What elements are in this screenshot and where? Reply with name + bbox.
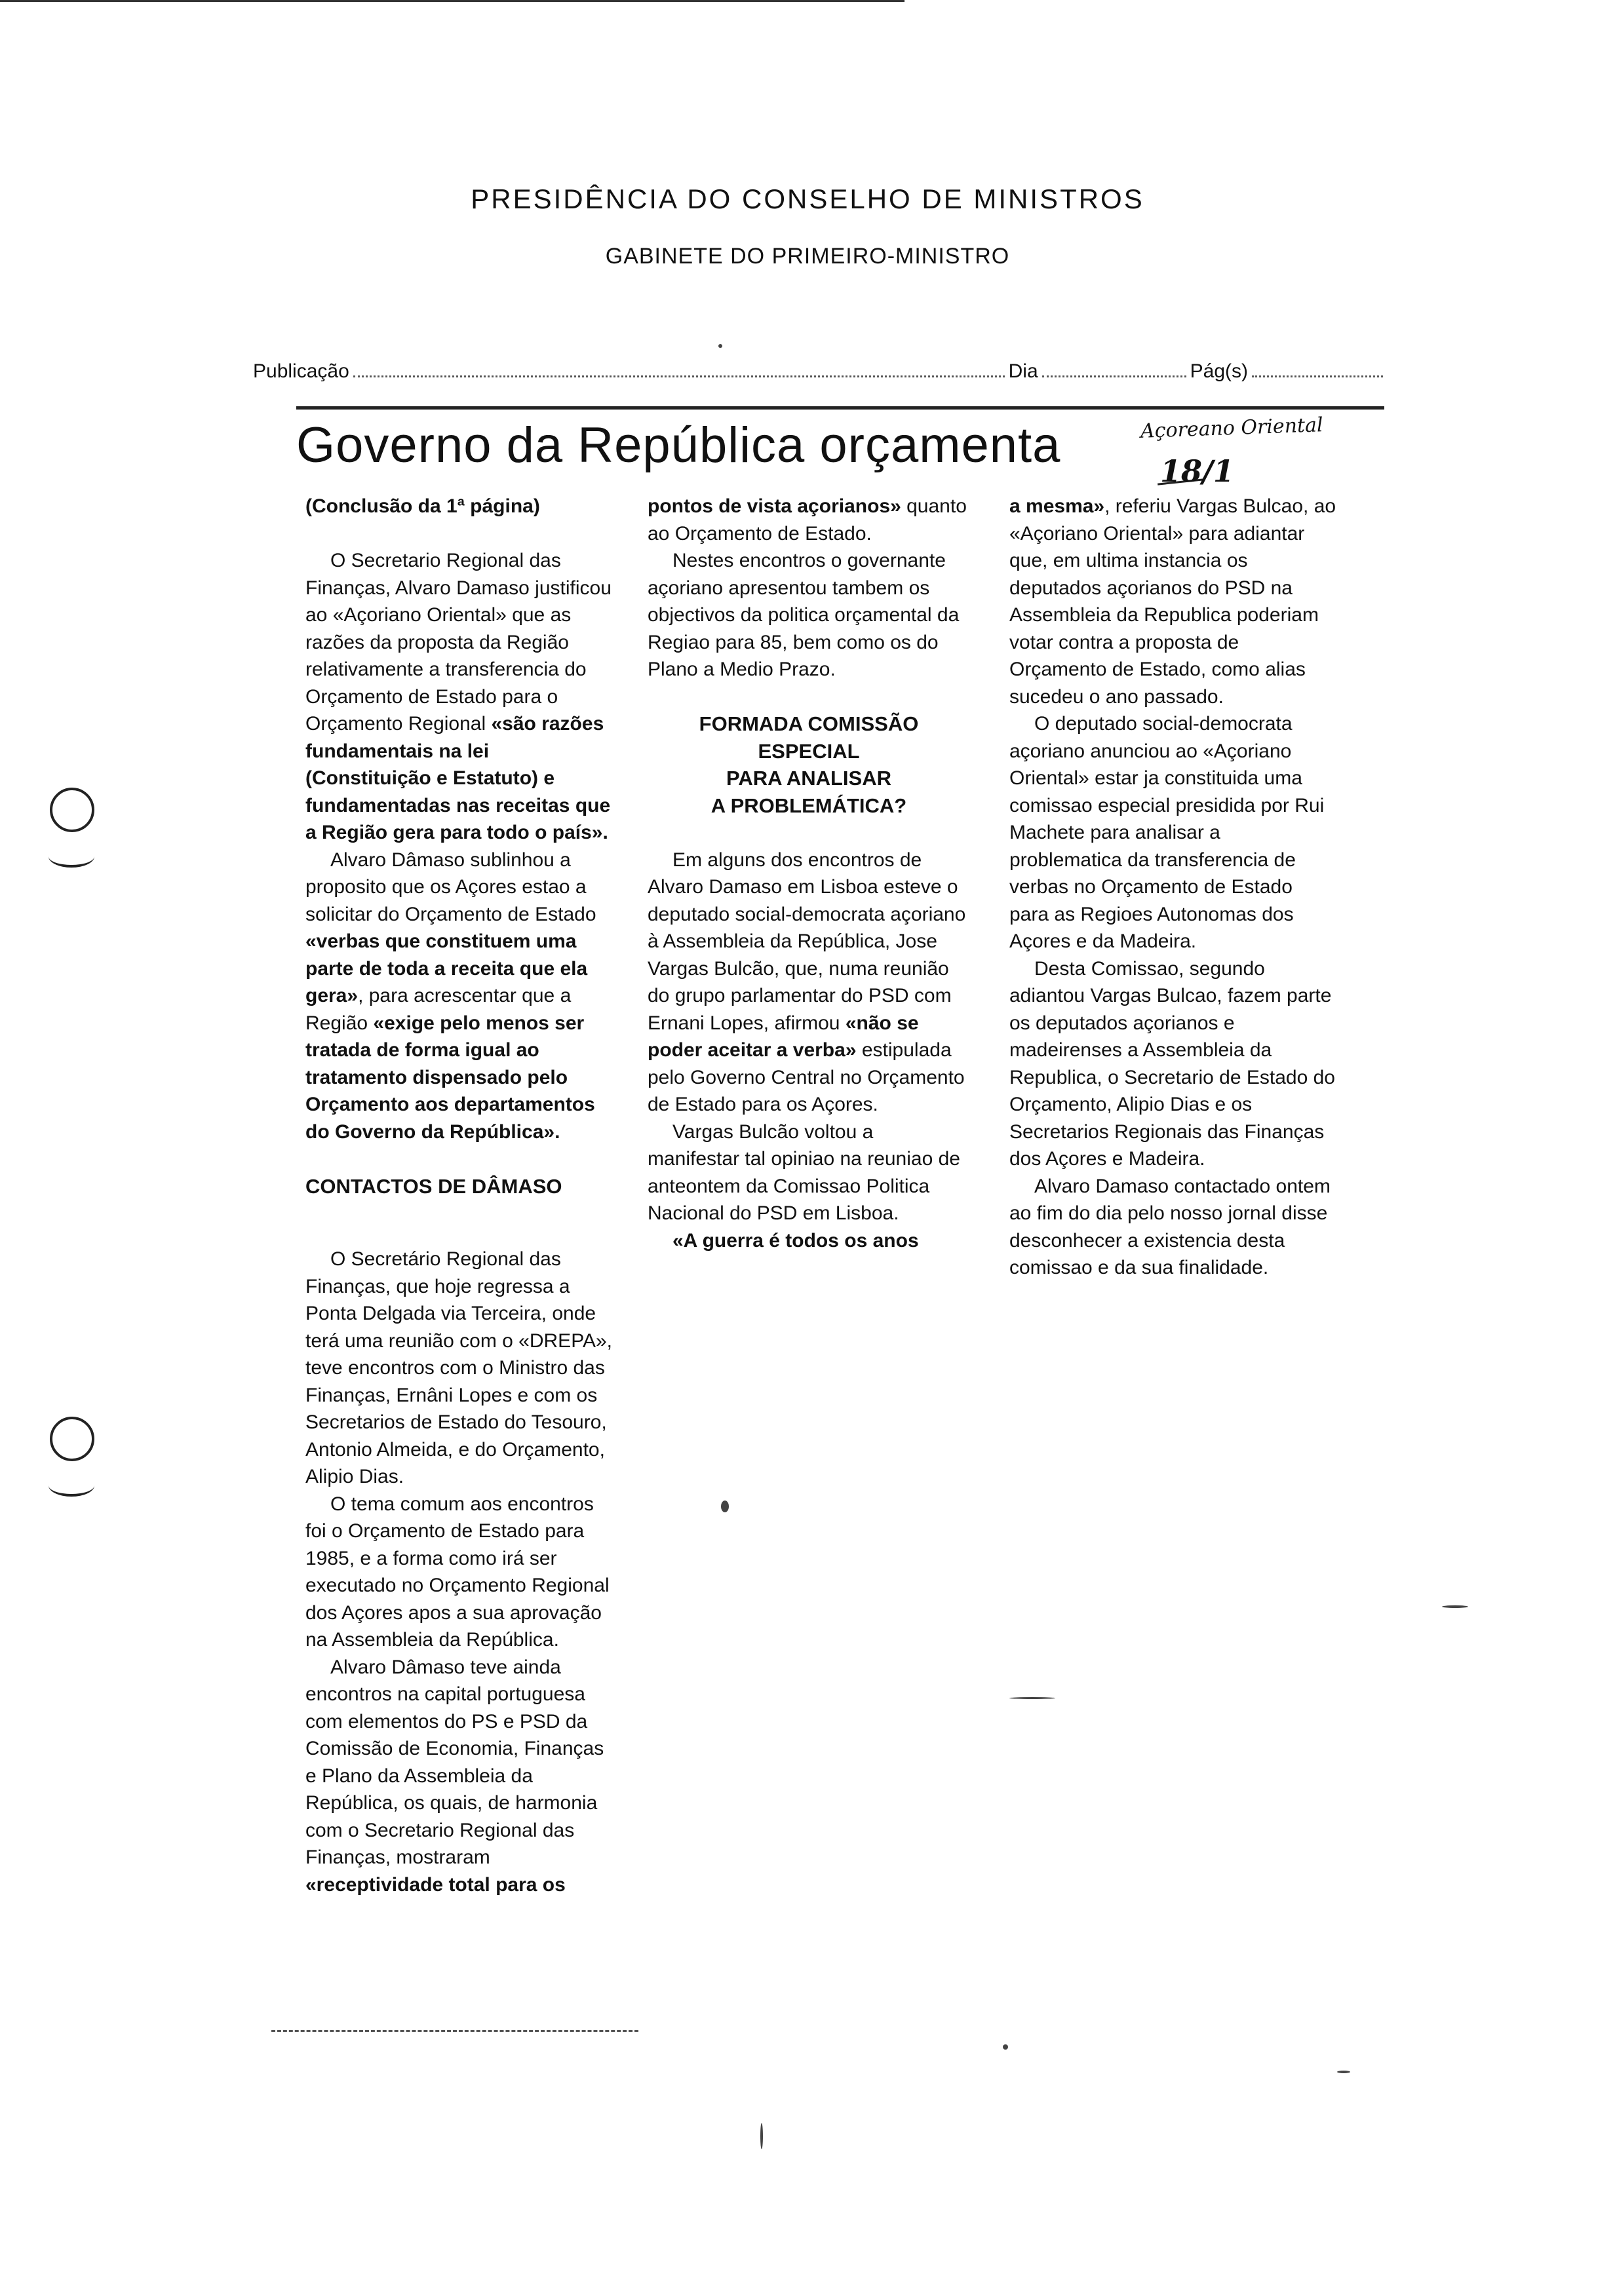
paragraph: Vargas Bulcão voltou a manifestar tal opiniao na reuniao de anteontem da Comissao Politica Nacional do PSD em Lisboa. (648, 1120, 960, 1224)
publicacao-dotted-field (353, 375, 1005, 377)
letterhead-subtitle: GABINETE DO PRIMEIRO-MINISTRO (605, 244, 1010, 269)
scan-speck (1009, 1697, 1055, 1699)
binder-hole-arc (49, 845, 94, 868)
letterhead-title: PRESIDÊNCIA DO CONSELHO DE MINISTROS (471, 183, 1144, 214)
top-edge-rule (0, 0, 905, 2)
scan-speck (1003, 2044, 1008, 2050)
clipping-top-rule (296, 406, 1384, 410)
paragraph (305, 547, 616, 847)
section-subhead-line: PARA ANALISAR (726, 767, 891, 790)
article-column-2 (648, 493, 970, 1254)
spacer (305, 1145, 616, 1173)
spacer (305, 520, 616, 548)
section-subhead-contactos: CONTACTOS DE DÂMASO (305, 1174, 562, 1198)
text-run: quanto ao Orçamento de Estado. (648, 495, 967, 545)
binder-hole-arc (49, 1474, 94, 1497)
paragraph (648, 847, 970, 1119)
dia-label: Dia (1008, 360, 1038, 382)
spacer (648, 683, 970, 711)
paragraph: Nestes encontros o governante açoriano apresentou tambem os objectivos da politica orçamental da Regiao para 85, bem como os do Plano a Medio Prazo. (648, 550, 960, 680)
scan-speck (721, 1501, 729, 1512)
article-headline: Governo da República orçamenta (296, 417, 1061, 473)
text-run: Alvaro Dâmaso teve ainda encontros na capital portuguesa com elementos do PS e PSD da Comissão de Economia, Finanças e Plano da Assembleia da República, os quais, de harmonia com o Secretario Regional das Finanças, mostraram (305, 1656, 604, 1868)
paragraph: Desta Comissao, segundo adiantou Vargas Bulcao, fazem parte os deputados açorianos e madeirenses a Assembleia da Republica, o Secretario de Estado do Orçamento, Alipio Dias e os Secretarios Regionais das Finanças dos Açores e Madeira. (1009, 957, 1335, 1170)
article-column-3 (1009, 493, 1337, 1282)
section-subhead-line: FORMADA COMISSÃO (699, 712, 919, 735)
scan-speck (1337, 2071, 1350, 2073)
handwritten-source: Açoreano Oriental (1140, 413, 1324, 443)
paragraph: O deputado social-democrata açoriano anunciou ao «Açoriano Oriental» estar ja constituida uma comissao especial presidida por Rui Machete para analisar a problematica da transferencia de verbas no Orçamento de Estado para as Regioes Autonomas dos Açores e da Madeira. (1009, 713, 1325, 952)
text-run: , referiu Vargas Bulcao, ao «Açoriano Oriental» para adiantar que, em ultima instancia os deputados açorianos do PSD na Assembleia da Republica poderiam votar contra a proposta de Orçamento de Estado, como alias sucedeu o ano passado. (1009, 495, 1336, 708)
text-run: Alvaro Dâmaso sublinhou a proposito que os Açores estao a solicitar do Orçamento de Estado (305, 849, 596, 925)
text-run: estipulada pelo Governo Central no Orçamento de Estado para os Açores. (648, 1039, 965, 1115)
binder-hole-mark (50, 788, 94, 832)
text-run: O Secretario Regional das Finanças, Alvaro Damaso justificou ao «Açoriano Oriental» que as razões da proposta da Região relativamente a transferencia do Orçamento de Estado para o Orçamento Regional (305, 550, 612, 735)
article-column-1 (305, 493, 616, 1898)
paragraph: O tema comum aos encontros foi o Orçamento de Estado para 1985, e a forma como irá ser executado no Orçamento Regional dos Açores apos a sua aprovação na Assembleia da República. (305, 1493, 610, 1651)
pags-label: Pág(s) (1190, 360, 1248, 382)
bold-quote: «não se poder aceitar a verba» (648, 1012, 919, 1061)
scan-speck (718, 344, 722, 348)
bold-quote: «exige pelo menos ser tratada de forma igual ao tratamento dispensado pelo Orçamento aos departamentos do Governo da República». (305, 1012, 595, 1143)
scan-speck (1442, 1605, 1468, 1608)
bold-quote: pontos de vista açorianos» (648, 495, 901, 517)
spacer (648, 819, 970, 847)
paragraph (648, 493, 970, 547)
paragraph: Alvaro Damaso contactado ontem ao fim do dia pelo nosso jornal disse desconhecer a existencia desta comissao e da sua finalidade. (1009, 1175, 1331, 1278)
section-subhead-line: ESPECIAL (758, 739, 860, 763)
paragraph (305, 1654, 616, 1899)
paragraph-bold: «A guerra é todos os anos (672, 1229, 919, 1252)
text-run: , para acrescentar que a Região (305, 985, 572, 1034)
scan-speck (760, 2123, 763, 2149)
binder-hole-mark (50, 1417, 94, 1461)
spacer (305, 1200, 616, 1246)
paragraph: O Secretário Regional das Finanças, que hoje regressa a Ponta Delgada via Terceira, onde terá uma reunião com o «DREPA», teve encontros com o Ministro das Finanças, Ernâni Lopes e com os Secretarios de Estado do Tesouro, Antonio Almeida, e do Orçamento, Alipio Dias. (305, 1248, 613, 1487)
article-kicker: (Conclusão da 1ª página) (305, 495, 540, 517)
bold-quote: a mesma» (1009, 495, 1105, 517)
bold-quote: «são razões fundamentais na lei (Constituição e Estatuto) e fundamentadas nas receitas que a Região gera para todo o país». (305, 713, 611, 843)
section-subhead-line: A PROBLEMÁTICA? (710, 794, 907, 817)
pags-dotted-field (1252, 375, 1383, 377)
text-run: Em alguns dos encontros de Alvaro Damaso em Lisboa esteve o deputado social-democrata açoriano à Assembleia da República, Jose Vargas Bulcão, que, numa reunião do grupo parlamentar do PSD com Ernani Lopes, afirmou (648, 849, 966, 1034)
dia-dotted-field (1042, 375, 1186, 377)
publicacao-label: Publicação (253, 360, 349, 382)
clipping-bottom-rule (271, 2030, 638, 2032)
paragraph (305, 847, 616, 1146)
bold-quote: «verbas que constituem uma parte de toda a receita que ela gera» (305, 930, 588, 1006)
publication-row (253, 354, 1387, 383)
bold-quote: «receptividade total para os (305, 1873, 566, 1896)
handwritten-date: 18/1 (1160, 453, 1234, 489)
paragraph (1009, 493, 1337, 710)
